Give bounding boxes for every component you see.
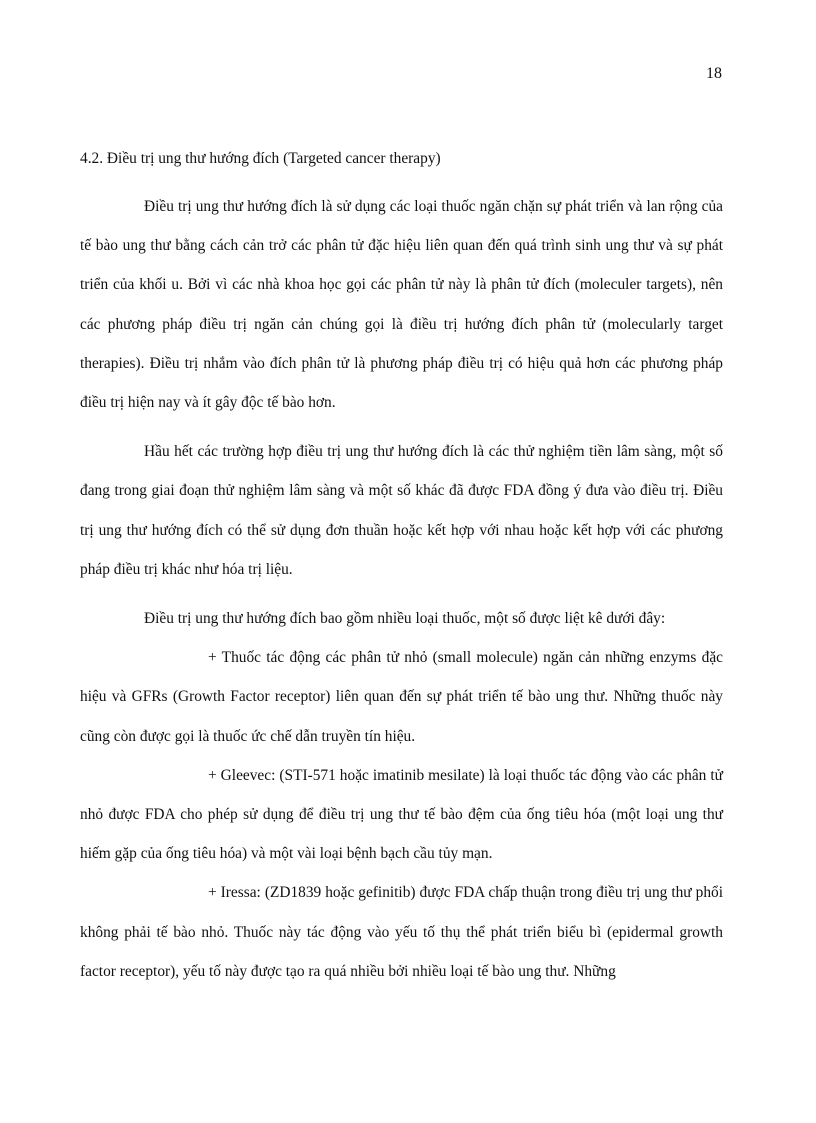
paragraph-gleevec: + Gleevec: (STI-571 hoặc imatinib mesilate) là loại thuốc tác động vào các phân tử nhỏ được FDA cho phép sử dụng để điều trị ung thư tế bào đệm của ống tiêu hóa (một loại ung thư hiếm gặp của ống tiêu hóa) và một vài loại bệnh bạch cầu tủy mạn.	[80, 766, 723, 863]
paragraph-clinical-status: Hầu hết các trường hợp điều trị ung thư hướng đích là các thử nghiệm tiền lâm sàng, một số đang trong giai đoạn thử nghiệm lâm sàng và một số khác đã được FDA đồng ý đưa vào điều trị. Điều trị ung thư hướng đích có thể sử dụng đơn thuần hoặc kết hợp với nhau hoặc kết hợp với các phương pháp điều trị khác như hóa trị liệu.	[80, 443, 723, 578]
paragraph-gap	[80, 589, 723, 599]
page-number: 18	[706, 65, 722, 82]
page-content	[80, 147, 723, 991]
paragraph-definition: Điều trị ung thư hướng đích là sử dụng các loại thuốc ngăn chặn sự phát triển và lan rộng của tế bào ung thư bằng cách cản trở các phân tử đặc hiệu liên quan đến quá trình sinh ung thư và sự phát triển của khối u. Bởi vì các nhà khoa học gọi các phân tử này là phân tử đích (moleculer targets), nên các phương pháp điều trị ngăn cản chúng gọi là điều trị hướng đích phân tử (molecularly target therapies). Điều trị nhắm vào đích phân tử là phương pháp điều trị có hiệu quả hơn các phương pháp điều trị hiện nay và ít gây độc tế bào hơn.	[80, 198, 723, 412]
paragraph-iressa: + Iressa: (ZD1839 hoặc gefinitib) được FDA chấp thuận trong điều trị ung thư phổi không phải tế bào nhỏ. Thuốc này tác động vào yếu tố thụ thể phát triển biểu bì (epidermal growth factor receptor), yếu tố này được tạo ra quá nhiều bởi nhiều loại tế bào ung thư. Những	[80, 884, 723, 980]
paragraph-gap	[80, 422, 723, 432]
paragraph-small-molecule: + Thuốc tác động các phân tử nhỏ (small molecule) ngăn cản những enzyms đặc hiệu và GFRs (Growth Factor receptor) liên quan đến sự phát triển tế bào ung thư. Những thuốc này cũng còn được gọi là thuốc ức chế dẫn truyền tín hiệu.	[80, 649, 723, 745]
paragraph-drug-list-intro: Điều trị ung thư hướng đích bao gồm nhiều loại thuốc, một số được liệt kê dưới đây:	[144, 610, 666, 628]
section-heading: 4.2. Điều trị ung thư hướng đích (Targeted cancer therapy)	[80, 150, 441, 167]
